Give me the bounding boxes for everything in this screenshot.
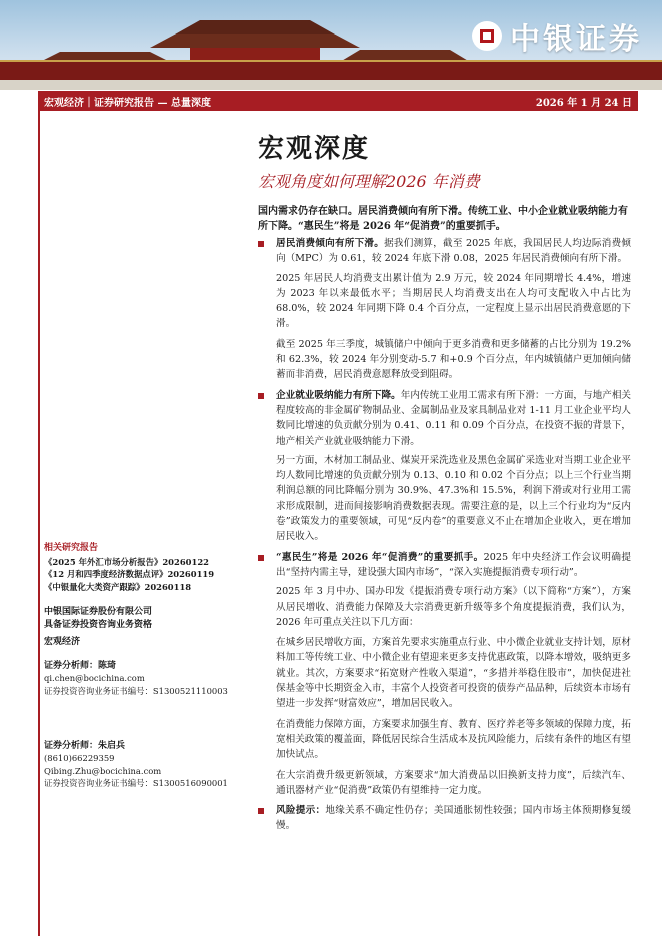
brand-name: 中银证券 bbox=[510, 22, 642, 57]
company-qualification: 具备证券投资咨询业务资格 bbox=[44, 620, 153, 630]
paragraph: 截至 2025 年三季度，城镇储户中倾向于更多消费和更多储蓄的占比分别为 19.2%和 62.3%，较 2024 年分别变动-5.7 和+0.9 个百分点，年内城镇储户更加倾向储蓄而非消费，居民消费意愿释放受到阻碍。 bbox=[276, 338, 631, 381]
bullet-square-icon bbox=[258, 550, 276, 581]
paragraph: 2025 年居民人均消费支出累计值为 2.9 万元，较 2024 年同期增长 4.4%，增速为 2023 年以来最低水平；当期居民人均消费支出在人均可支配收入中占比为 68.0%，较 2024 年同期下降 0.4 个百分点，一定程度上显示出居民消费意愿的下滑。 bbox=[276, 272, 631, 330]
analyst-phone: (8610)66229359 bbox=[44, 753, 115, 764]
boc-logo-icon bbox=[472, 21, 502, 51]
page-title: 宏观深度 bbox=[258, 134, 371, 164]
analyst-license: 证券投资咨询业务证书编号：S1300516090001 bbox=[44, 778, 228, 789]
bullet-text: 地缘关系不确定性仍存；美国通胀韧性较强；国内市场主体预期修复缓慢。 bbox=[276, 805, 631, 832]
paragraph: 2025 年 3 月中办、国办印发《提振消费专项行动方案》（以下简称“方案”），方案从居民增收、消费能力保障及大宗消费更新升级等多个角度提振消费，我们认为，2026 年可重点关注以下几方面： bbox=[276, 586, 631, 628]
bullet-text: 据我们测算，截至 2025 年底，我国居民人均边际消费倾向（MPC）为 0.61，较 2024 年底下滑 0.08，2025 年居民消费倾向有所下滑。 bbox=[276, 238, 632, 265]
related-report-link[interactable]: 《12 月和四季度经济数据点评》20260119 bbox=[44, 569, 215, 580]
sidebar-rule bbox=[38, 111, 40, 936]
report-header-bar bbox=[38, 91, 638, 111]
analyst-email[interactable]: Qibing.Zhu@bocichina.com bbox=[44, 765, 162, 776]
related-reports-list bbox=[44, 556, 214, 593]
bullet-text: 2025 年中央经济工作会议明确提出“坚持内需主导，建设强大国内市场”，“深入实施提振消费专项行动”。 bbox=[276, 551, 631, 578]
company-name: 中银国际证券股份有限公司 bbox=[44, 607, 153, 617]
paragraph: 在消费能力保障方面，方案要求加强生育、教育、医疗养老等多领域的保障力度，拓宽相关政策的覆盖面，降低居民综合生活成本及抗风险能力，后续有条件的地区有望加快试点。 bbox=[276, 718, 631, 761]
analyst-2 bbox=[44, 739, 228, 790]
bullet-lead: “惠民生”将是 2026 年“促消费”的重要抓手。 bbox=[276, 551, 484, 563]
related-report-link[interactable]: 《2025 年外汇市场分析报告》20260122 bbox=[44, 557, 209, 567]
brand-logo bbox=[472, 14, 642, 58]
bullet-square-icon bbox=[258, 803, 276, 834]
analyst-email[interactable]: qi.chen@bocichina.com bbox=[44, 673, 145, 684]
bullet-lead: 企业就业吸纳能力有所下降。 bbox=[276, 389, 401, 401]
summary-text: 国内需求仍存在缺口。居民消费倾向有所下滑。传统工业、中小企业就业吸纳能力有所下降。“惠民生”将是 2026 年“促消费”的重要抓手。 bbox=[258, 206, 628, 232]
main-body bbox=[258, 236, 631, 838]
paragraph: 在大宗消费升级更新领域，方案要求“加大消费品以旧换新支持力度”，后续汽车、通讯器材产业“促消费”政策仍有望维持一定力度。 bbox=[276, 769, 631, 796]
bullet-4 bbox=[258, 803, 631, 834]
paragraph: 另一方面，木材加工制品业、煤炭开采洗选业及黑色金属矿采选业对当期工业企业平均人数同比增速的负贡献分别为 0.13、0.10 和 0.02 个百分点；以上三个行业当期利润总额的同比降幅分别为 30.9%、47.3%和 15.5%，利润下滑或对行业用工需求形成限制，进而间接影响消费数据表现。需要注意的是，以上三个行业均为“反内卷”政策发力的重要领域，可见“反内卷”的重要意义不止在增加企业收入，更在增加居民收入。 bbox=[276, 454, 631, 543]
bullet-square-icon bbox=[258, 236, 276, 267]
bullet-text: 年内传统工业用工需求有所下滑：一方面，与地产相关程度较高的非金属矿物制品业、金属制品业及家具制品业对 1-11 月工业企业平均人数同比增速的负贡献分别为 0.41、0.11 和 0.09 个百分点，在投资不振的背景下，地产相关产业就业吸纳能力下滑。 bbox=[276, 389, 632, 447]
related-reports-heading: 相关研究报告 bbox=[44, 543, 99, 553]
analyst-1 bbox=[44, 659, 228, 697]
page-subtitle: 宏观角度如何理解2026 年消费 bbox=[258, 172, 480, 191]
analyst-license: 证券投资咨询业务证书编号：S1300521110003 bbox=[44, 685, 228, 696]
report-category: 宏观经济｜证券研究报告 — 总量深度 bbox=[44, 97, 211, 109]
analyst-title: 证券分析师：陈琦 bbox=[44, 661, 117, 671]
related-report-link[interactable]: 《中银量化大类资产跟踪》20260118 bbox=[44, 581, 192, 592]
header-banner-image bbox=[0, 0, 662, 90]
analyst-title: 证券分析师：朱启兵 bbox=[44, 741, 126, 751]
paragraph: 在城乡居民增收方面，方案首先要求实施重点行业、中小微企业就业支持计划，原材料加工等传统工业、中小微企业有望迎来更多支持优惠政策，以降本增效，吸纳更多就业。其次，方案要求“拓宽财产性收入渠道”，“多措并举稳住股市”，加快促进社保基金等中长期资金入市，丰富个人投资者可投资的债券产品品种，后续资本市场有望进一步发挥“财富效应”，增加居民收入。 bbox=[276, 637, 631, 710]
company-info bbox=[44, 606, 152, 649]
bullet-square-icon bbox=[258, 388, 276, 449]
bullet-2 bbox=[258, 388, 631, 449]
bullet-3 bbox=[258, 550, 631, 581]
bullet-1 bbox=[258, 236, 631, 267]
report-date: 2026 年 1 月 24 日 bbox=[535, 97, 632, 109]
bullet-lead: 居民消费倾向有所下滑。 bbox=[276, 238, 385, 249]
bullet-lead: 风险提示： bbox=[276, 805, 326, 817]
sector-label: 宏观经济 bbox=[44, 637, 81, 647]
